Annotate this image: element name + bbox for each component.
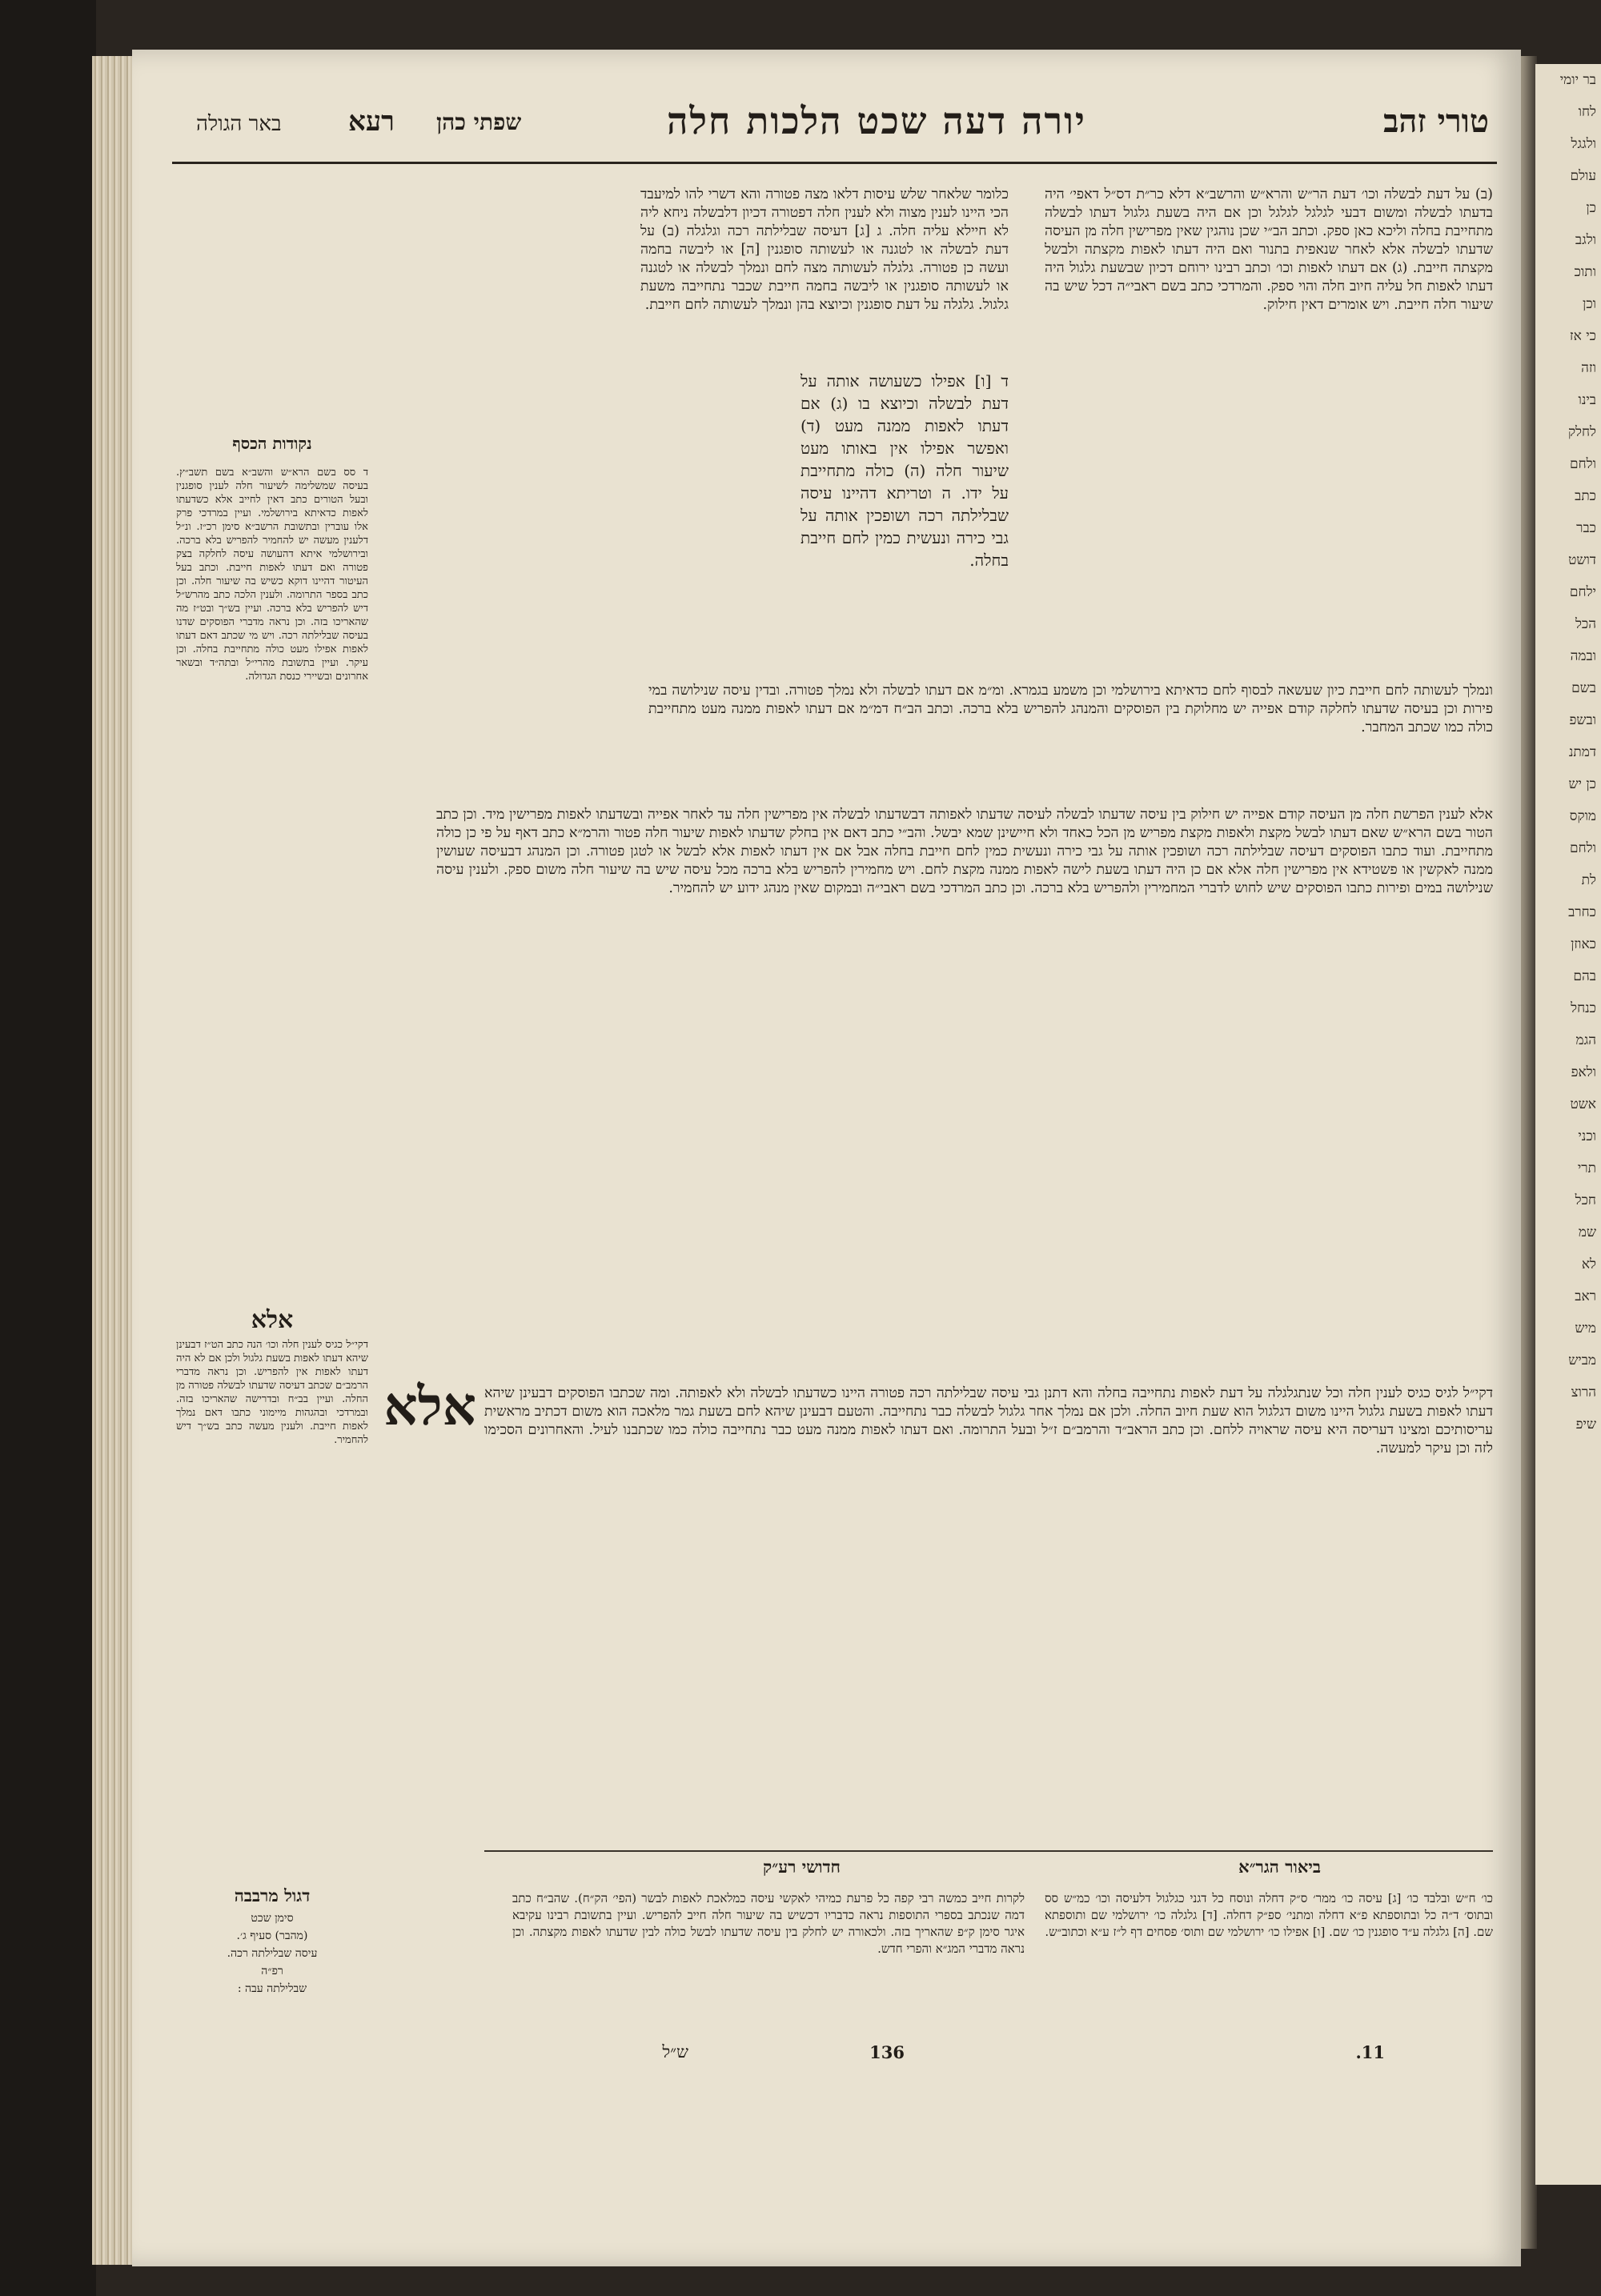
next-page-line: ובמה	[1570, 648, 1596, 664]
next-page-line: הרוצ	[1571, 1384, 1596, 1400]
next-page-line: לחו	[1578, 104, 1596, 120]
side-heading-ela: אלא	[251, 1306, 294, 1334]
commentary-second-block: דקי״ל לגיס כגיס לענין חלה וכל שנתגלגלה על דעת לאפות נתחייבה בחלה והא דתנן גבי עיסה שבלילתה רכה פטורה היינו כשדעתו לבשלה ולא לאפותה. ומה שכתבו הפוסקים דבעינן שיהא דעתו לאפות בשעת גלגול היינו משום דגלגול הוא שעת חיוב החלה. ולכן אם נמלך אחר גלגול לבשלה כבר נתחייבה. והטעם דבעינן שיהא לחם בשעת גמר מלאכה הוא משום דכתיב מראשית עריסותיכם ומצינו דעריסה היא עיסה שראויה ללחם. וכן כתב הראב״ד והרמב״ם ז״ל ובעל התרומה. ואם דעתו לאפות ממנה מעט כבר נתחייבה כולה כמו שכתבנו לעיל. והאחרונים הסכימו לזה וכן עיקר למעשה.	[484, 1385, 1493, 1457]
next-page-line: ותוכ	[1574, 264, 1596, 280]
footer-left-mark: ש״ל	[662, 2042, 688, 2062]
dagul-line: רפ״ה	[261, 1965, 283, 1977]
header-shach: שפתי כהן	[436, 109, 522, 135]
shulchan-aruch-text: ד [ו] אפילו כשעושה אותה על דעת לבשלה וכיוצא בו (ג) אם דעתו לאפות ממנה מעט (ד) ואפשר אפילו אין באותו מעט שיעור חלה (ה) כולה מתחייבת על ידו. ה וטריתא דהיינו עיסה שבלילתה רכה ושופכין אותה על גבי כירה ונעשית כמין לחם חייבת בחלה.	[800, 371, 1009, 570]
dagul-line: שבלילתה עבה :	[237, 1982, 307, 1995]
next-page-line: ובשפ	[1569, 712, 1596, 728]
header-page-label: רעא	[348, 106, 395, 138]
next-page-line: וכני	[1578, 1128, 1596, 1144]
next-page-line: כבר	[1576, 520, 1596, 536]
next-page-line: ולגגל	[1571, 136, 1596, 152]
next-page-line: ולאפ	[1571, 1064, 1596, 1080]
next-page-line: בהם	[1573, 968, 1596, 984]
next-page-line: שיפ	[1575, 1416, 1596, 1432]
page-number: 136	[869, 2042, 905, 2062]
next-page-line: לת	[1581, 872, 1596, 888]
footer-right-mark: 11.	[1355, 2042, 1385, 2062]
side-column-text-2: דקי״ל כגיס לענין חלה וכו׳ הנה כתב הט״ז דבעינן שיהא דעתו לאפות בשעת גלגול ולכן אם לא היה דעתו לאפות אין להפריש. וכן נראה מדברי הרמב״ם שכתב דעיסה שדעתו לבשלה פטורה מן החלה. ועיין בב״ח ובדרישה שהאריכו בזה. ובמרדכי ובהגהות מיימוני כתבו דאם נמלך לאפות חייבת. ולענין מעשה כתב בש״ך דיש להחמיר.	[176, 1339, 368, 1446]
next-page-line: מוקס	[1569, 808, 1596, 824]
next-page-line: עולם	[1570, 168, 1596, 184]
next-page-line: כי אז	[1569, 328, 1596, 344]
next-page-line: מביש	[1568, 1352, 1596, 1368]
rae-title: חדושי רע״ק	[762, 1857, 841, 1877]
header-beer-hagolah: באר הגולה	[196, 112, 282, 136]
next-page-line: כחרב	[1568, 904, 1596, 920]
rae-text: לקרות חייב כמשה רבי קפה כל פרעת כמיהי לאקשי עיסה כמלאכת לאפות לבשר (הפי׳ הק״ח). שהב״ח כתב דמה שנכתב בספרי התוספות נראה כדבריו דכשיש בה שיעור חלה חייב להפריש. ועיין בתשובת רבינו עקיבא איגר סימן ק״פ שהאריך בזה. ולכאורה יש לחלק בין עיסה שדעתו לבשל כולה לבין שדעתו לאפות מקצתה. וכן נראה מדברי המג״א והפרי חדש.	[512, 1891, 1025, 1956]
side-column-text: ד סס בשם הרא״ש והשב״א בשם תשב״ץ. בעיסה שמשלימה לשיעור חלה לענין סופגנין ובעל הטורים כתב דאין לחייב אלא כשדעתו לאפות כדאיתא בירושלמי. ועיין במרדכי פרק אלו עוברין ובתשובת הרשב״א סימן רכ״ז. ונ״ל דלענין מעשה יש להחמיר להפריש בלא ברכה. ובירושלמי איתא דהעושה עיסה לחלקה בצק פטורה ואם דעתו לאפות חייבת. וכתב בעל העיטור דהיינו דוקא כשיש בה שיעור חלה. וכן כתב בספר התרומה. ולענין הלכה כתב מהרש״ל דיש להפריש בלא ברכה. ועיין בש״ך ובט״ז מה שהאריכו בזה. וכן נראה מדברי הפוסקים שדנו בעיסה שבלילתה רכה. ויש מי שכתב דאם דעתו לאפות אפילו מעט כולה מתחייבת בחלה. וכן עיקר. ועיין בתשובת מהרי״ל ובתה״ד ובשאר אחרונים ובשיירי כנסת הגדולה.	[176, 467, 368, 683]
next-page-line: ראב	[1575, 1288, 1596, 1304]
page-title: יורה דעה שכט הלכות חלה	[667, 99, 1086, 142]
next-page-line: אשט	[1570, 1096, 1596, 1112]
next-page-line: תרי	[1577, 1160, 1596, 1176]
shach-column: כלומר שלאחר שלש עיסות דלאו מצה פטורה והא דשרי להו למיעבד הכי היינו לענין מצוה ולא לענין חלה דפטורה דכיון דלבשלה ניחא ליה לא חיילא עליה חלה. ג [ג] דעיסה שבלילתה רכה וגלגלה (ב) על דעת לבשלה או לטגנה או לעשותה סופגנין [ה] או ליבשה בחמה ועשה כן פטורה. גלגלה לעשותה מצה לחם ונמלך לבשלה או לטגנה או לעשותה סופגנין או ליבשה בחמה חייבת שכבר נתחייבה משעת גלגול. גלגלה על דעת סופגנין וכיוצא בהן ונמלך לעשותה לחם חייבת.	[640, 186, 1009, 313]
next-page-line: שמ	[1578, 1224, 1596, 1240]
dagul-title: דגול מרבבה	[234, 1885, 311, 1905]
next-page-edge	[1535, 64, 1601, 2185]
next-page-line: כאוזן	[1571, 936, 1596, 952]
next-page-line: וכן	[1583, 296, 1596, 312]
dagul-line: (מהבר) סעיף ג׳.	[236, 1929, 308, 1942]
next-page-line: ולחם	[1570, 840, 1596, 856]
next-page-line: כן יש	[1568, 776, 1596, 792]
next-page-line: ילחם	[1569, 584, 1596, 600]
book-page	[132, 50, 1521, 2266]
next-page-line: חכל	[1575, 1192, 1596, 1208]
gra-text: כו׳ ח״ש ובלבד כו׳ [ג] עיסה כו׳ ממר׳ ס״ק דחלה ונוסח כל דגני כגלגול דלעיסה וכו׳ כמ״ש סס ובתוס׳ ד״ה כל ובתוספתא פ״א דחלה ומתני׳ ספ״ק דחלה. [ד] גלגלה כו׳ ירושלמי שם ותוספתא שם. [ה] גלגלה ע״ד סופגנין כו׳ שם. [ו] אפילו כו׳ ירושלמי שם ותוס׳ פסחים דף ל״ז ע״א וכתוב״ש.	[1045, 1891, 1493, 1939]
next-page-line: דמתנ	[1568, 744, 1596, 760]
next-page-line: לחלק	[1567, 424, 1596, 440]
next-page-line: ולגב	[1575, 232, 1596, 248]
next-page-line: וזה	[1581, 360, 1596, 376]
header-turei-zahav: טורי זהב	[1383, 102, 1489, 140]
next-page-line: מיש	[1575, 1320, 1596, 1336]
side-heading-nekudot: נקודות הכסף	[232, 434, 312, 453]
next-page-line: כנחל	[1571, 1000, 1596, 1016]
turei-zahav-column: (ב) על דעת לבשלה וכו׳ דעת הר״ש והרא״ש והרשב״א דלא כר״ת דס״ל דאפי׳ היה בדעתו לבשלה ומשום דבעי לגלגל לגלגל וכן אם היה בשעת גלגול דעתו לבשלה מתחייבת בחלה וליכא כאן ספק. וכתב הב״י שכן נוהגין שאין מפרישין חלה מן העיסה שדעתו לבשלה אלא לאחר שנאפית בתנור ואם היה דעתו לאפות מקצתה ולבשל מקצתה חייבת. (ג) אם דעתו לאפות וכו׳ וכתב רבינו ירוחם דכיון שבשעת גלגול היה דעתו לאפות חל עליה חיוב חלה והוי ספק. והמרדכי כתב בשם ראבי״ה דכל שיש בה שיעור חלה חייבת. ויש אומרים דאין חילוק.	[1045, 186, 1493, 313]
next-page-line: בשם	[1571, 680, 1596, 696]
next-page-line: כן	[1586, 200, 1596, 216]
next-page-line: הכל	[1575, 616, 1596, 632]
commentary-middle: ונמלך לעשותה לחם חייבת כיון שעשאה לבסוף לחם כדאיתא בירושלמי וכן משמע בגמרא. ומ״מ אם דעתו לבשלה ולא נמלך פטורה. ובדין עיסה שנילושה במי פירות וכן בעיסה שדעתו לחלקה קודם אפייה יש מחלוקת בין הפוסקים והמנהג להפריש בלא ברכה. וכתב הב״ח דמ״מ אם דעתו לאפות ממנה מעט מתחייבת כולה כמו שכתב המחבר.	[648, 683, 1493, 735]
dagul-line: סימן שכט	[251, 1912, 294, 1925]
header-rule	[172, 162, 1497, 164]
commentary-wide-block: אלא לענין הפרשת חלה מן העיסה קודם אפייה יש חילוק בין עיסה שדעתו לבשלה לעיסה שדעתו לאפותה דבשדעתו לבשלה אין מפרישין חלה עד לאחר אפייה ובשדעתו לאפות מפרישין מיד. וכן כתב הטור בשם הרא״ש שאם דעתו לבשל מקצת ולאפות מקצת מפריש מן הכל כאחד ולא חיישינן שמא יבשל. והב״י כתב דאם אין בחלק שדעתו לאפות שיעור חלה פטור והרמ״א כתב דאף על פי כן כולה מתחייבת. ועוד כתבו הפוסקים דעיסה שבלילתה רכה ושופכין אותה על גבי כירה ונעשית כמין לחם חייבת בחלה אבל אם אין דעתו לאפות אלא לבשל או לטגן פטורה. וכן המנהג דבעיסה שעושין ממנה לאקשין או פשטידא אין מפרישין חלה אלא אם כן היה דעתו בשעת לישה לאפות ממנה מקצת לחם. ויש מחמירין להפריש בלא ברכה מכל עיסה שיש בה שיעור חלה משום ספק. ולענין עיסה שנילושה במים ופירות כתבו הפוסקים שיש לחוש לדברי המחמירין ולהפריש בלא ברכה. וכן כתב המרדכי בשם ראבי״ה ובמקום שאין מנהג ידוע יש להחמיר.	[436, 807, 1493, 896]
next-page-line: ולחם	[1570, 456, 1596, 472]
gra-title: ביאור הגר״א	[1238, 1857, 1321, 1877]
next-page-line: כתב	[1575, 488, 1596, 504]
next-page-line: הגמ	[1575, 1032, 1596, 1048]
next-page-line: לא	[1581, 1256, 1596, 1272]
divider-bottom	[484, 1850, 1493, 1852]
dagul-line: עיסה שבלילתה רכה.	[227, 1947, 318, 1960]
next-page-line: בר יומי	[1559, 72, 1596, 88]
dagul-merevava-box	[176, 1882, 368, 1997]
next-page-line: דושט	[1568, 552, 1596, 568]
large-initial-word: אלא	[383, 1375, 476, 1437]
next-page-line: בינו	[1578, 392, 1596, 408]
book-background-left	[0, 0, 96, 2296]
